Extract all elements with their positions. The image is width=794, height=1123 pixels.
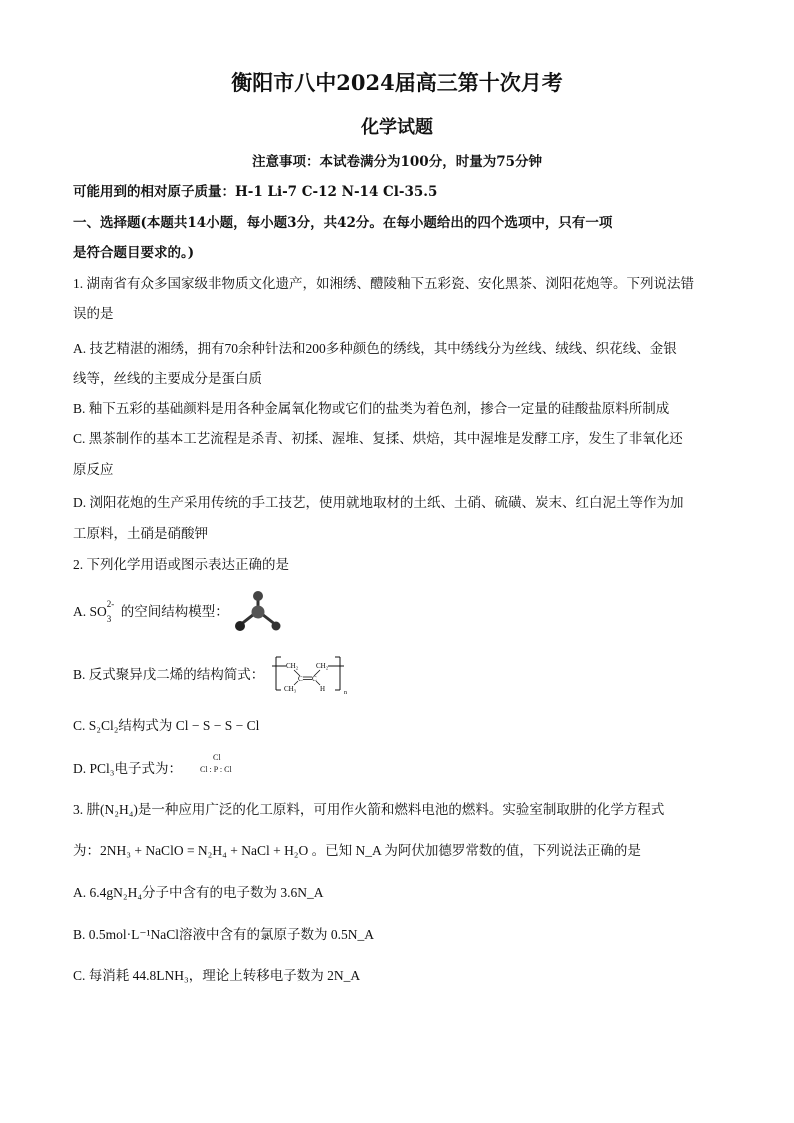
c-atom-right: C [312, 675, 317, 683]
exam-notice: 注意事项：本试卷满分为100分，时量为75分钟 [252, 154, 542, 170]
q3-option-b: B. 0.5mol·L⁻¹NaCl溶液中含有的氯原子数为 0.5N_A [73, 927, 375, 942]
section-heading-line2: 是符合题目要求的。) [73, 245, 195, 261]
q2-stem: 2. 下列化学用语或图示表达正确的是 [73, 557, 289, 572]
q1-option-c-line2: 原反应 [73, 462, 114, 477]
q1-stem-line2: 误的是 [73, 306, 114, 321]
q2-option-d: D. PCl₃电子式为： [73, 761, 182, 776]
q2-a-charge: 2- [106, 599, 115, 609]
q2-option-c: C. S₂Cl₂结构式为 Cl − S − S − Cl [73, 718, 260, 733]
q1-option-a-line1: A. 技艺精湛的湘绣，拥有70余种针法和200多种颜色的绣线，其中绣线分为丝线、绒线、织花线、金银 [73, 341, 677, 356]
pcl3-top-cl: Cl [213, 753, 221, 762]
so3-space-model-icon [230, 588, 286, 636]
c-atom-left: C [298, 675, 303, 683]
h-atom-label: H [320, 685, 326, 693]
q1-option-d-line1: D. 浏阳花炮的生产采用传统的手工技艺，使用就地取材的土纸、土硝、硫磺、炭末、红白泥土等作为加 [73, 495, 684, 510]
q3-option-a: A. 6.4gN₂H₄分子中含有的电子数为 3.6N_A [73, 885, 324, 900]
pcl3-bottom-row: Cl : P : Cl [200, 765, 232, 774]
q2-option-b: B. 反式聚异戊二烯的结构简式： [73, 667, 265, 682]
pcl3-electron-formula [200, 753, 232, 774]
section-heading-line1: 一、选择题(本题共14小题，每小题3分，共42分。在每小题给出的四个选项中，只有一项 [73, 215, 613, 231]
q3-option-c: C. 每消耗 44.8LNH₃，理论上转移电子数为 2N_A [73, 968, 361, 983]
ch3-label: CH₃ [284, 685, 297, 693]
q1-stem-line1: 1. 湖南省有众多国家级非物质文化遗产，如湘绣、醴陵釉下五彩瓷、安化黑茶、浏阳花炮等。下列说法错 [73, 276, 694, 291]
q2-a-suffix: 的空间结构模型： [120, 604, 229, 619]
q2-option-a [73, 599, 229, 624]
q3-stem-line1: 3. 肼(N₂H₄)是一种应用广泛的化工原料，可用作火箭和燃料电池的燃料。实验室制取肼的化学方程式 [73, 802, 665, 817]
q1-option-b: B. 釉下五彩的基础颜料是用各种金属氧化物或它们的盐类为着色剂，掺合一定量的硅酸盐原料所制成 [73, 401, 670, 416]
q1-option-a-line2: 线等，丝线的主要成分是蛋白质 [73, 371, 262, 386]
exam-title: 衡阳市八中2024届高三第十次月考 [231, 70, 563, 95]
q2-a-subscript: 3 [106, 614, 112, 624]
q2-a-prefix: A. SO [73, 604, 107, 619]
ch2-right-label: CH₂ [316, 662, 329, 670]
repeat-n-label: n [344, 690, 347, 696]
q1-option-d-line2: 工原料，土硝是硝酸钾 [73, 526, 208, 541]
exam-subtitle: 化学试题 [361, 117, 433, 138]
q1-option-c-line1: C. 黑茶制作的基本工艺流程是杀青、初揉、渥堆、复揉、烘焙，其中渥堆是发酵工序，发生了非氧化还 [73, 431, 683, 446]
q3-stem-line2: 为：2NH₃ + NaClO = N₂H₄ + NaCl + H₂O 。已知 N_A 为阿伏加德罗常数的值，下列说法正确的是 [73, 843, 641, 858]
atomic-masses: 可能用到的相对原子质量：H-1 Li-7 C-12 N-14 Cl-35.5 [73, 184, 438, 200]
ch2-left-label: CH₂ [286, 662, 299, 670]
trans-polyisoprene-structure-icon [272, 654, 354, 696]
